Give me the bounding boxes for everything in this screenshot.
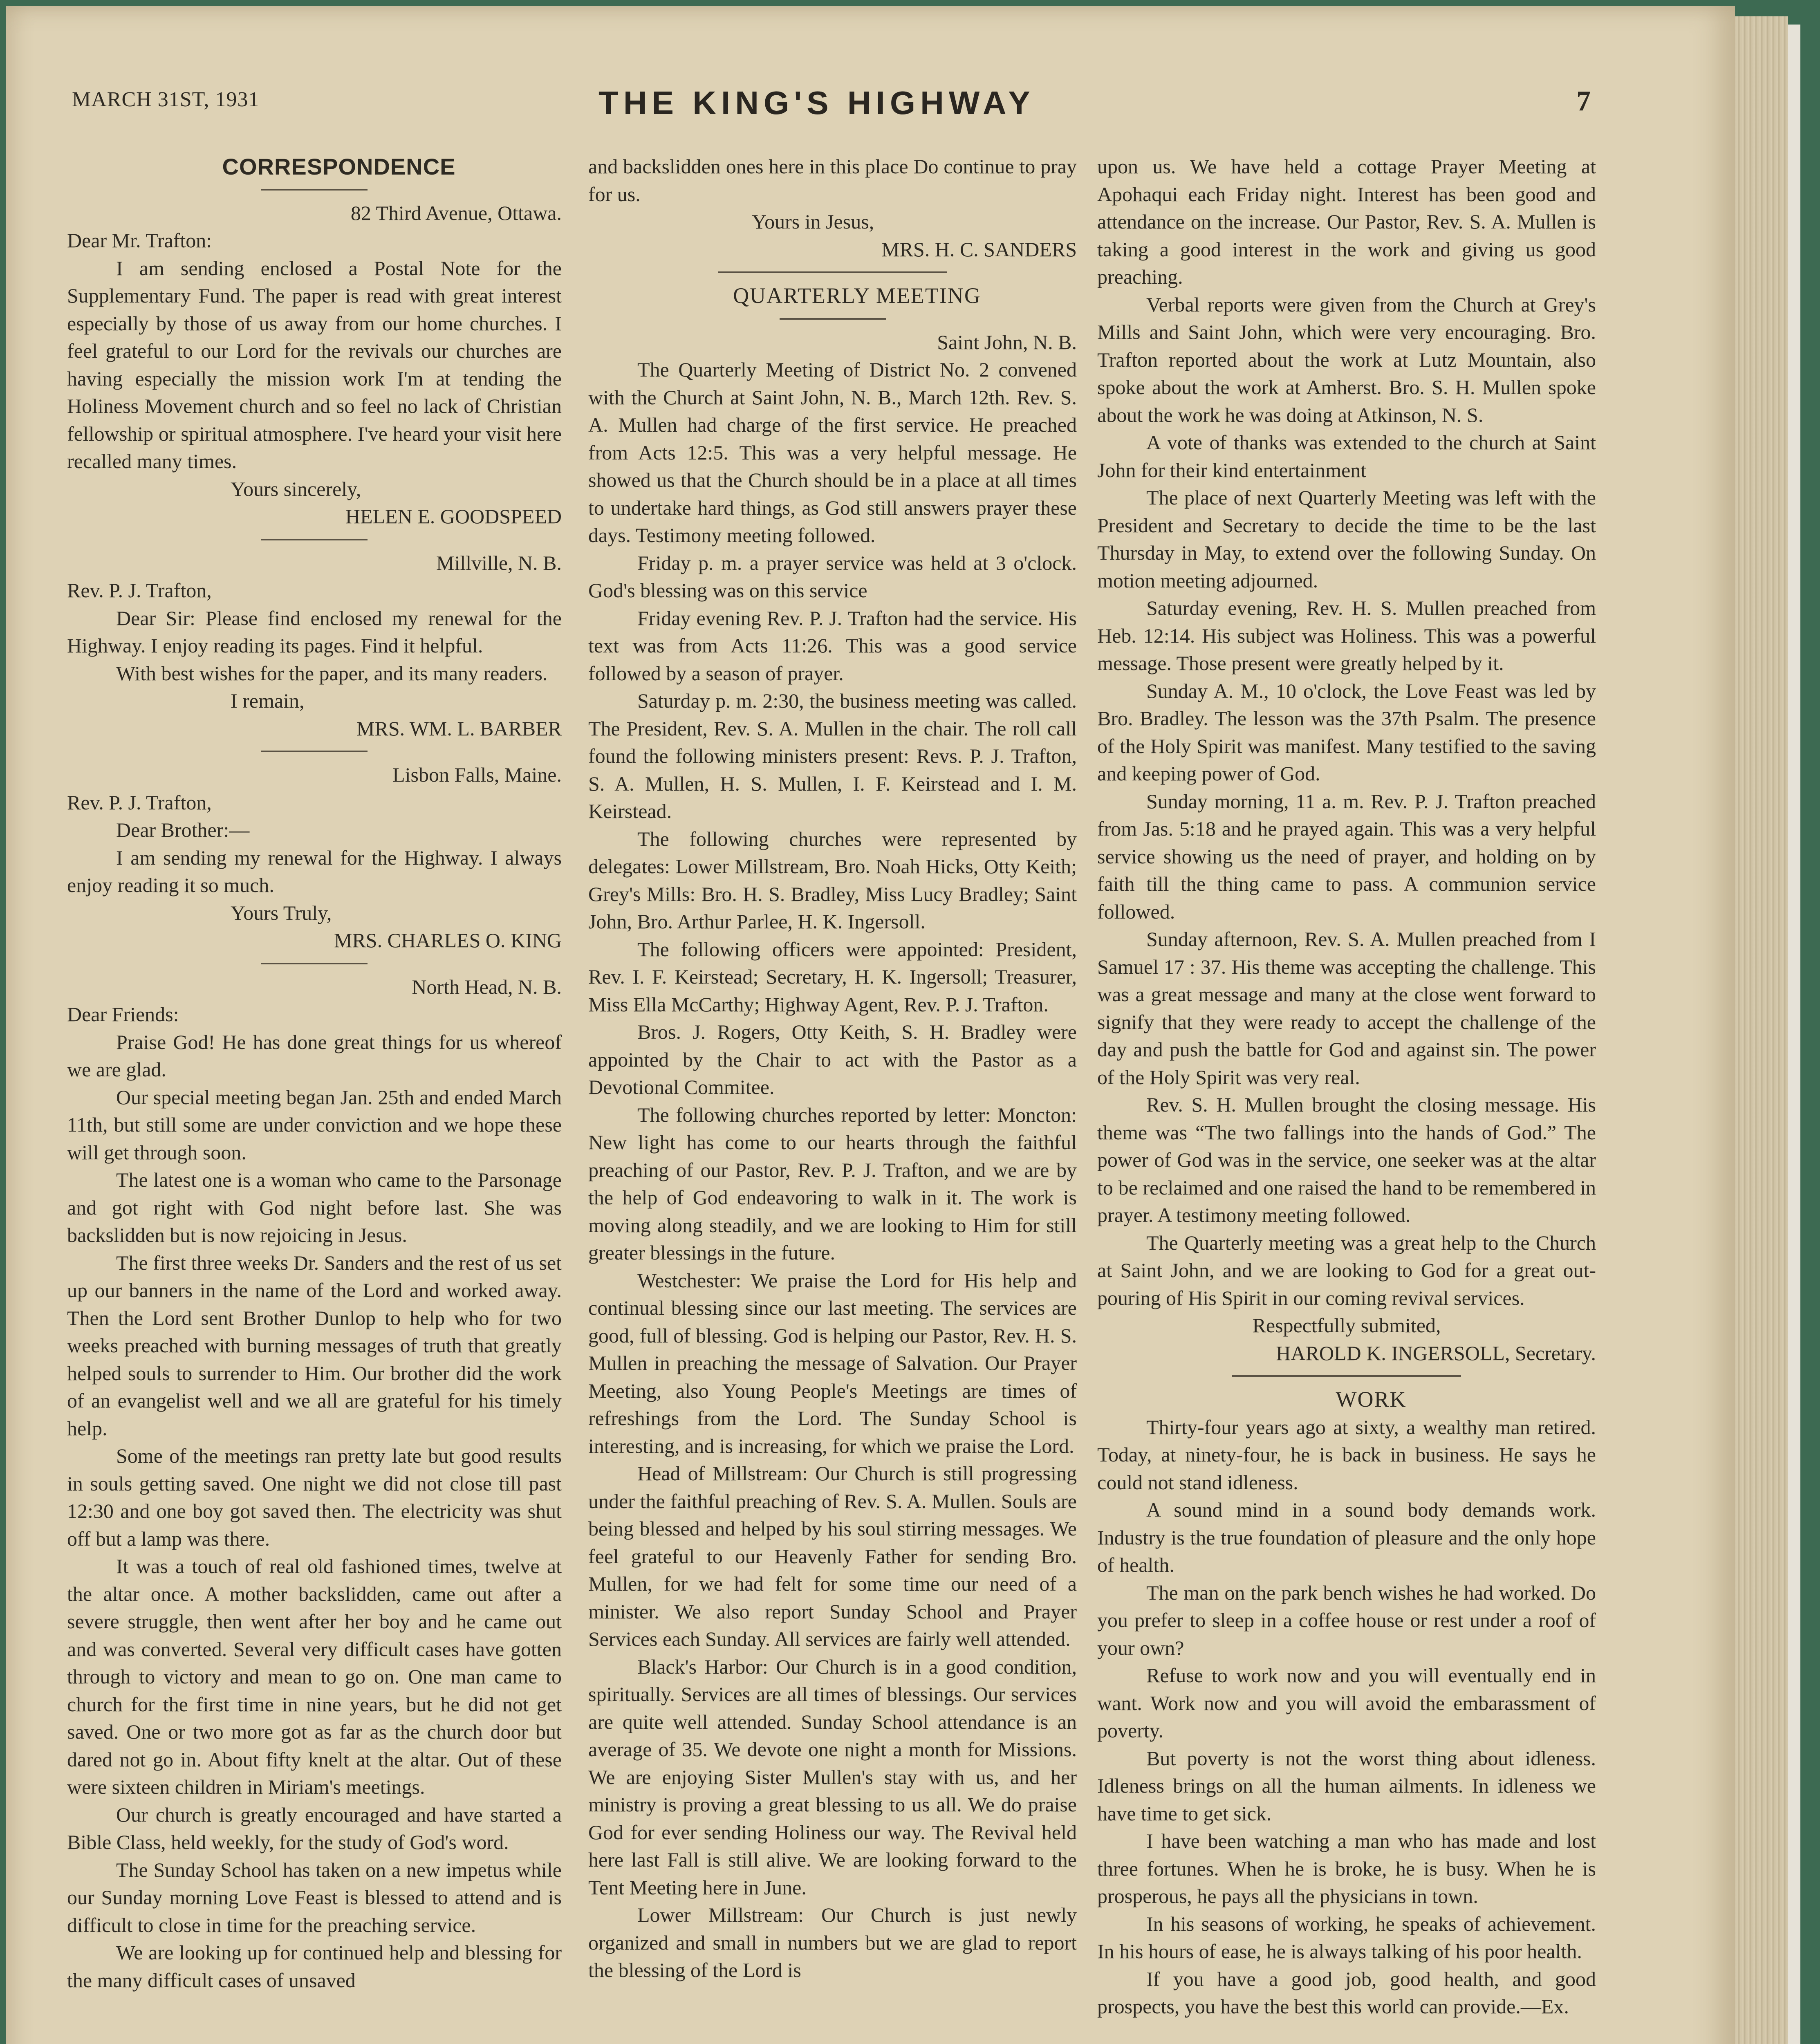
report-paragraph: Head of Millstream: Our Church is still progressing under the faithful preaching of Rev. S. A. Mullen. Souls are being blessed and helped by his soul stirring messages. We feel grateful to our Heavenly Father for sending Bro. Mullen, for we had felt for some time our need of a minister. We also report Sunday School and Prayer Services each Sunday. All services are fairly well attended. (588, 1462, 1077, 1650)
letter-signature: MRS. CHARLES O. KING (334, 929, 562, 952)
work-heading: WORK (1336, 1387, 1407, 1412)
letter-body: With best wishes for the paper, and its many readers. (116, 661, 548, 685)
report-paragraph: The following churches reported by letter: Moncton: New light has come to our hearts through the faithful preaching of our Pastor, Rev. P. J. Trafton, and we are by the help of God endeavoring to walk in it. The work is moving along steadily, and we are looking to Him for still greater blessings in the future. (588, 1103, 1077, 1264)
letter-continuation: and backslidden ones here in this place Do continue to pray for us. (588, 155, 1077, 206)
page-header (6, 83, 1735, 141)
letter-recipient: Rev. P. J. Trafton, (67, 579, 212, 602)
letter-signature: MRS. WM. L. BARBER (356, 717, 562, 740)
divider (1232, 1375, 1461, 1377)
binding-edge (1788, 25, 1800, 2044)
report-paragraph: Bros. J. Rogers, Otty Keith, S. H. Bradley were appointed by the Chair to act with the Pastor as a Devotional Commitee. (588, 1020, 1077, 1098)
letter-body: I am sending enclosed a Postal Note for the Supplementary Fund. The paper is read with great interest especially by those of us away from our home churches. I feel grateful to our Lord for the revivals our churches are having especially the mission work I'm at tending the Holiness Movement church and so feel no lack of Christian fellowship or spiritual atmosphere. I've heard your visit here recalled many times. (67, 256, 562, 473)
letter-paragraph: We are looking up for continued help and blessing for the many difficult cases of unsaved (67, 1941, 562, 1992)
report-paragraph: Westchester: We praise the Lord for His help and continual blessing since our last meeting. The services are good, full of blessing. God is helping our Pastor, Rev. H. S. Mullen in preaching the message of Salvation. Our Prayer Meeting, also Young People's Meetings are times of refreshings from the Lord. The Sunday School is interesting, and is increasing, for which we praise the Lord. (588, 1269, 1077, 1457)
letter-paragraph: Our special meeting began Jan. 25th and ended March 11th, but still some are under conviction and we hope these will get through soon. (67, 1085, 562, 1164)
correspondence-heading: CORRESPONDENCE (222, 154, 456, 179)
divider (261, 963, 368, 964)
report-paragraph: Rev. S. H. Mullen brought the closing message. His theme was “The two fallings into the hands of God.” The power of God was in the service, one seeker was at the altar to be reclaimed and one raised the hand to be remembered in prayer. A testimony meeting followed. (1097, 1093, 1596, 1226)
letter-body: I am sending my renewal for the Highway. I always enjoy reading it so much. (67, 846, 562, 896)
column-2 (588, 153, 1077, 1984)
letter-salutation: Dear Brother:— (116, 818, 250, 841)
work-paragraph: Thirty-four years ago at sixty, a wealthy man retired. Today, at ninety-four, he is back in business. He says he could not stand idleness. (1097, 1415, 1596, 1494)
page-stack-edge (1735, 16, 1788, 2044)
letter-paragraph: The first three weeks Dr. Sanders and the rest of us set up our banners in the name of the Lord and worked away. Then the Lord sent Brother Dunlop to help who for two weeks preached with burning messages of truth that greatly helped souls to surrender to Him. Our brother did the work of an evangelist well and we all are grateful for his timely help. (67, 1251, 562, 1440)
divider (780, 318, 886, 320)
divider (261, 539, 368, 540)
letter-address: Lisbon Falls, Maine. (392, 763, 562, 786)
letter-closing: Yours sincerely, (231, 477, 361, 500)
letter-address: Millville, N. B. (436, 551, 562, 574)
work-paragraph: The man on the park bench wishes he had worked. Do you prefer to sleep in a coffee house or rest under a roof of your own? (1097, 1581, 1596, 1659)
report-paragraph: Sunday afternoon, Rev. S. A. Mullen preached from I Samuel 17 : 37. His theme was accepting the challenge. This was a great message and many at the close went forward to signify that they were ready to accept the challenge of the day and push the battle for God and against sin. The power of the Holy Spirit was very real. (1097, 928, 1596, 1089)
report-place: Saint John, N. B. (937, 330, 1077, 354)
report-paragraph: Friday p. m. a prayer service was held at 3 o'clock. God's blessing was on this service (588, 551, 1077, 602)
work-paragraph: Refuse to work now and you will eventually end in want. Work now and you will avoid the embarassment of poverty. (1097, 1664, 1596, 1742)
letter-paragraph: Praise God! He has done great things for us whereof we are glad. (67, 1030, 562, 1081)
column-1 (67, 153, 562, 1994)
masthead-title: THE KING'S HIGHWAY (598, 85, 1035, 121)
report-paragraph: Sunday A. M., 10 o'clock, the Love Feast was led by Bro. Bradley. The lesson was the 37th Psalm. The presence of the Holy Spirit was manifest. Many testified to the saving and keeping power of God. (1097, 679, 1596, 785)
report-paragraph: upon us. We have held a cottage Prayer Meeting at Apohaqui each Friday night. Interest has been good and attendance on the increase. Our Pastor, Rev. S. A. Mullen is taking a good interest in the work and giving us good preaching. (1097, 155, 1596, 288)
letter-body: Dear Sir: Please find enclosed my renewal for the Highway. I enjoy reading its pages. Find it helpful. (67, 606, 562, 657)
report-paragraph: A vote of thanks was extended to the church at Saint John for their kind entertainment (1097, 431, 1596, 482)
report-paragraph: Sunday morning, 11 a. m. Rev. P. J. Trafton preached from Jas. 5:18 and he prayed again. This was a very helpful service showing us the need of prayer, and holding on by faith till the thing came to pass. A communion service followed. (1097, 789, 1596, 923)
report-paragraph: Saturday p. m. 2:30, the business meeting was called. The President, Rev. S. A. Mullen in the chair. The roll call found the following ministers present: Revs. P. J. Trafton, S. A. Mullen, H. S. Mullen, I. F. Keirstead and I. M. Keirstead. (588, 689, 1077, 823)
report-paragraph: Saturday evening, Rev. H. S. Mullen preached from Heb. 12:14. His subject was Holiness. This was a powerful message. Those present were greatly helped by it. (1097, 596, 1596, 675)
newspaper-page (6, 6, 1735, 2044)
letter-closing: I remain, (231, 689, 305, 712)
letter-paragraph: The latest one is a woman who came to the Parsonage and got right with God night before last. She was backslidden but is now rejoicing in Jesus. (67, 1168, 562, 1246)
letter-closing: Yours in Jesus, (752, 210, 874, 233)
letter-recipient: Rev. P. J. Trafton, (67, 791, 212, 814)
letter-signature: HELEN E. GOODSPEED (345, 505, 562, 528)
work-paragraph: A sound mind in a sound body demands work. Industry is the true foundation of pleasure and the only hope of health. (1097, 1498, 1596, 1576)
letter-address: 82 Third Avenue, Ottawa. (350, 201, 562, 224)
letter-salutation: Dear Friends: (67, 1003, 179, 1026)
report-paragraph: The Quarterly Meeting of District No. 2 convened with the Church at Saint John, N. B., March 12th. Rev. S. A. Mullen had charge of the first service. He preached from Acts 12:5. This was a very helpful message. He showed us that the Church should be in a place at all times to undertake hard things, as God still answers prayer these days. Testimony meeting followed. (588, 358, 1077, 547)
letter-signature: MRS. H. C. SANDERS (881, 238, 1077, 261)
report-paragraph: The following churches were represented by delegates: Lower Millstream, Bro. Noah Hicks, Otty Keith; Grey's Mills: Bro. H. S. Bradley, Miss Lucy Bradley; Saint John, Bro. Arthur Parlee, H. K. Ingersoll. (588, 827, 1077, 933)
letter-closing: Yours Truly, (231, 901, 332, 924)
work-paragraph: If you have a good job, good health, and good prospects, you have the best this world can provide.—Ex. (1097, 1967, 1596, 2018)
report-closing: Respectfully submited, (1252, 1314, 1441, 1337)
page-number: 7 (1576, 85, 1591, 117)
divider (261, 751, 368, 752)
letter-paragraph: The Sunday School has taken on a new impetus while our Sunday morning Love Feast is blessed to attend and is difficult to close in time for the preaching service. (67, 1858, 562, 1936)
divider (261, 189, 368, 191)
quarterly-meeting-heading: QUARTERLY MEETING (733, 283, 981, 308)
divider (718, 271, 947, 273)
report-paragraph: Verbal reports were given from the Church at Grey's Mills and Saint John, which were very encouraging. Bro. Trafton reported about the work at Lutz Mountain, also spoke about the work at Amherst. Bro. S. H. Mullen spoke about the work he was doing at Atkinson, N. S. (1097, 293, 1596, 426)
letter-paragraph: Some of the meetings ran pretty late but good results in souls getting saved. One night we did not close till past 12:30 and one boy got saved then. The electricity was shut off but a lamp was there. (67, 1444, 562, 1550)
report-paragraph: The Quarterly meeting was a great help to the Church at Saint John, and we are looking to God for a great out-pouring of His Spirit in our coming revival services. (1097, 1231, 1596, 1309)
work-paragraph: I have been watching a man who has made and lost three fortunes. When he is broke, he is busy. When he is prosperous, he pays all the physicians in town. (1097, 1829, 1596, 1907)
work-paragraph: In his seasons of working, he speaks of achievement. In his hours of ease, he is always talking of his poor health. (1097, 1912, 1596, 1963)
report-signature: HAROLD K. INGERSOLL, Secretary. (1276, 1341, 1596, 1365)
letter-address: North Head, N. B. (412, 975, 562, 998)
work-paragraph: But poverty is not the worst thing about idleness. Idleness brings on all the human ailments. In idleness we have time to get sick. (1097, 1746, 1596, 1825)
letter-salutation: Dear Mr. Trafton: (67, 229, 212, 252)
letter-paragraph: It was a touch of real old fashioned times, twelve at the altar once. A mother backslidden, came out after a severe struggle, then went after her boy and he came out and was converted. Several very difficult cases have gotten through to victory and mean to go on. One man came to church for the first time in nine years, but he did not get saved. One or two more got as far as the church door but dared not go in. About fifty knelt at the altar. Out of these were sixteen children in Miriam's meetings. (67, 1555, 562, 1798)
report-paragraph: The following officers were appointed: President, Rev. I. F. Keirstead; Secretary, H. K. Ingersoll; Treasurer, Miss Ella McCarthy; Highway Agent, Rev. P. J. Trafton. (588, 937, 1077, 1016)
report-paragraph: The place of next Quarterly Meeting was left with the President and Secretary to decide the time to be the last Thursday in May, to extend over the following Sunday. On motion meeting adjourned. (1097, 486, 1596, 592)
report-paragraph: Lower Millstream: Our Church is just newly organized and small in numbers but we are glad to report the blessing of the Lord is (588, 1903, 1077, 1981)
report-paragraph: Black's Harbor: Our Church is in a good condition, spiritually. Services are all times of blessings. Our services are quite well attended. Sunday School attendance is an average of 35. We devote one night a month for Missions. We are enjoying Sister Mullen's stay with us, and her ministry is proving a great blessing to us all. We do praise God for ever sending Holiness our way. The Revival held here last Fall is still alive. We are looking forward to the Tent Meeting here in June. (588, 1655, 1077, 1899)
letter-paragraph: Our church is greatly encouraged and have started a Bible Class, held weekly, for the study of God's word. (67, 1803, 562, 1853)
report-paragraph: Friday evening Rev. P. J. Trafton had the service. His text was from Acts 11:26. This was a good service followed by a season of prayer. (588, 606, 1077, 685)
column-3 (1097, 153, 1596, 2021)
issue-date: MARCH 31ST, 1931 (72, 88, 260, 111)
